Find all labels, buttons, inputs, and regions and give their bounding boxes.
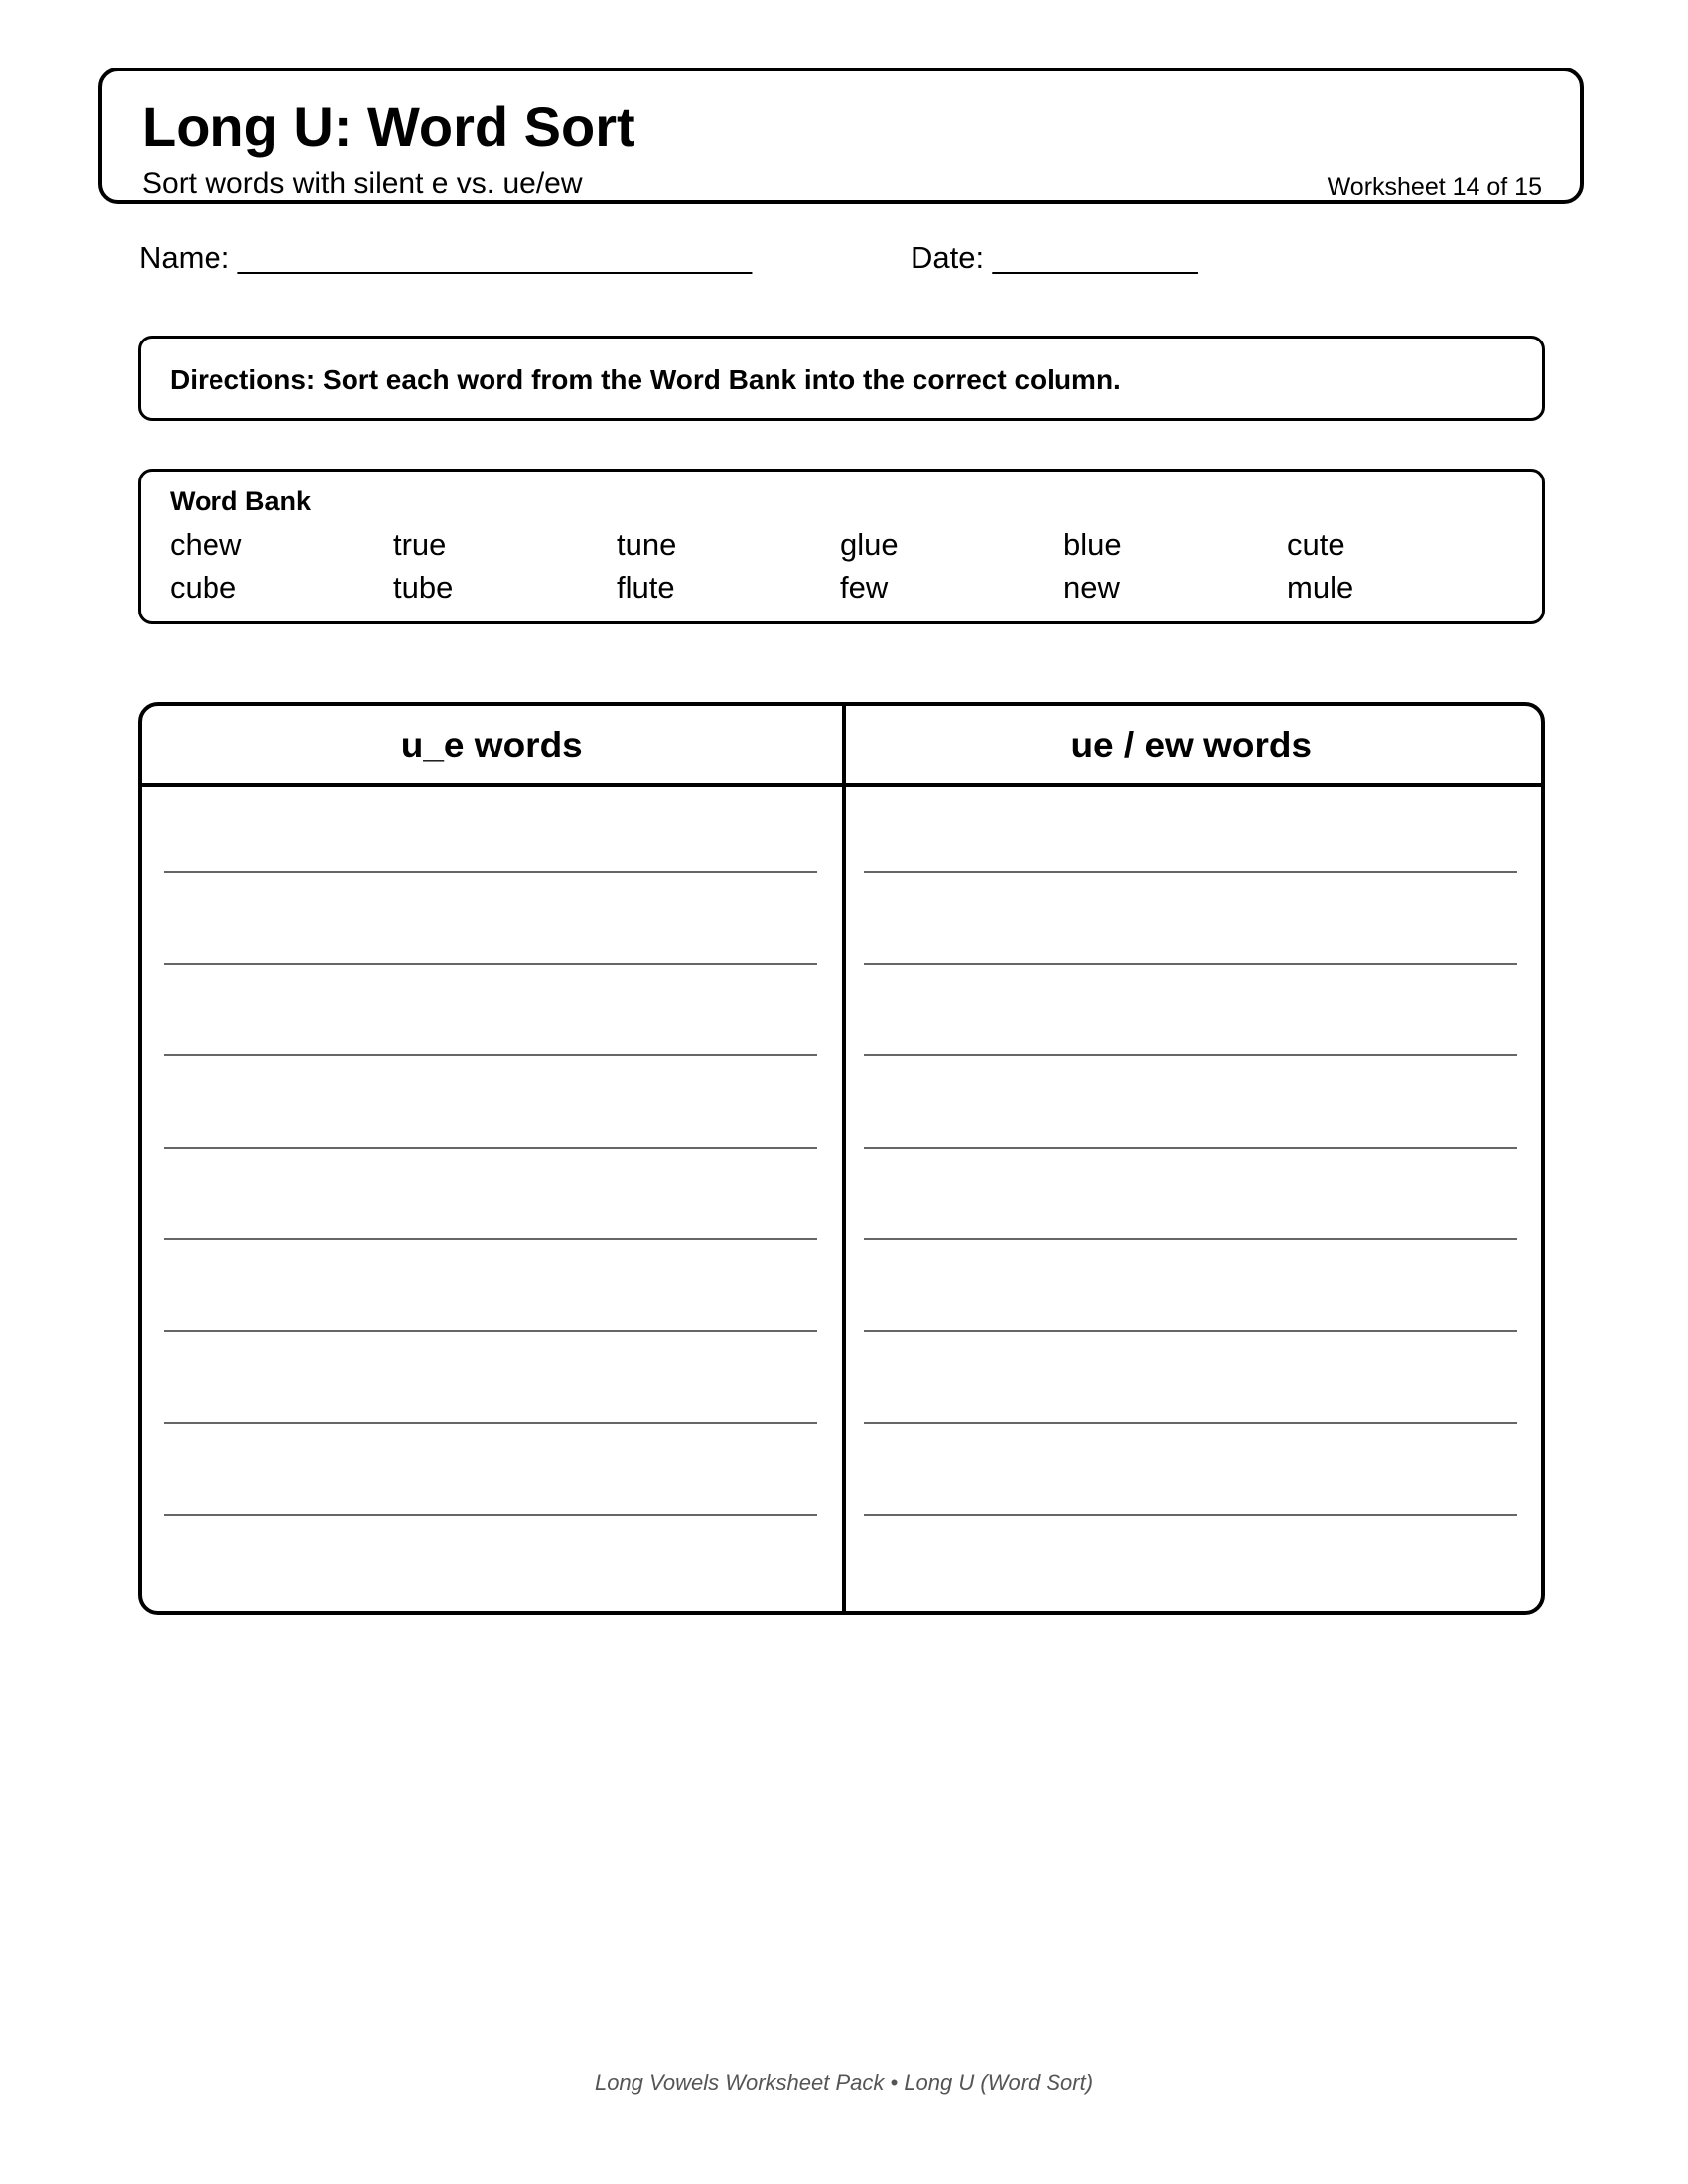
word-bank [138,469,1545,624]
column-header-ue-ew: ue / ew words [1070,725,1313,765]
write-line-right[interactable] [864,1422,1517,1424]
word-bank-label: Word Bank [170,486,312,516]
word-bank-word: cube [170,570,237,605]
word-bank-word: cute [1287,527,1345,562]
write-line-right[interactable] [864,871,1517,873]
page-title: Long U: Word Sort [142,95,635,158]
page-subtitle: Sort words with silent e vs. ue/ew [142,167,583,200]
write-line-left[interactable] [164,1054,817,1056]
write-line-left[interactable] [164,1147,817,1149]
word-bank-word: true [393,527,447,562]
write-line-left[interactable] [164,1422,817,1424]
write-line-left[interactable] [164,871,817,873]
word-bank-word: blue [1063,527,1122,562]
worksheet-number: Worksheet 14 of 15 [1327,173,1542,201]
word-bank-word: flute [617,570,675,605]
name-field[interactable]: Name: ______________________________ [139,240,753,275]
word-bank-word: few [840,570,889,605]
word-bank-word: chew [170,527,242,562]
write-line-left[interactable] [164,1330,817,1332]
write-line-left[interactable] [164,1514,817,1516]
write-line-right[interactable] [864,1147,1517,1149]
write-line-right[interactable] [864,1514,1517,1516]
write-line-left[interactable] [164,963,817,965]
write-line-right[interactable] [864,1330,1517,1332]
directions-text: Directions: Sort each word from the Word Bank into the correct column. [170,364,1121,395]
write-line-right[interactable] [864,1054,1517,1056]
word-bank-word: new [1063,570,1120,605]
write-line-right[interactable] [864,963,1517,965]
word-bank-word: tune [617,527,677,562]
column-divider [842,706,846,1611]
sort-table [138,702,1545,1615]
column-header-u-e: u_e words [400,725,583,765]
page-footer: Long Vowels Worksheet Pack • Long U (Word Sort) [594,2070,1094,2095]
date-field[interactable]: Date: ____________ [911,240,1198,275]
word-bank-word: tube [393,570,454,605]
write-line-left[interactable] [164,1238,817,1240]
word-bank-word: mule [1287,570,1354,605]
write-line-right[interactable] [864,1238,1517,1240]
word-bank-word: glue [840,527,899,562]
header-box [98,68,1584,204]
directions-box [138,336,1545,421]
